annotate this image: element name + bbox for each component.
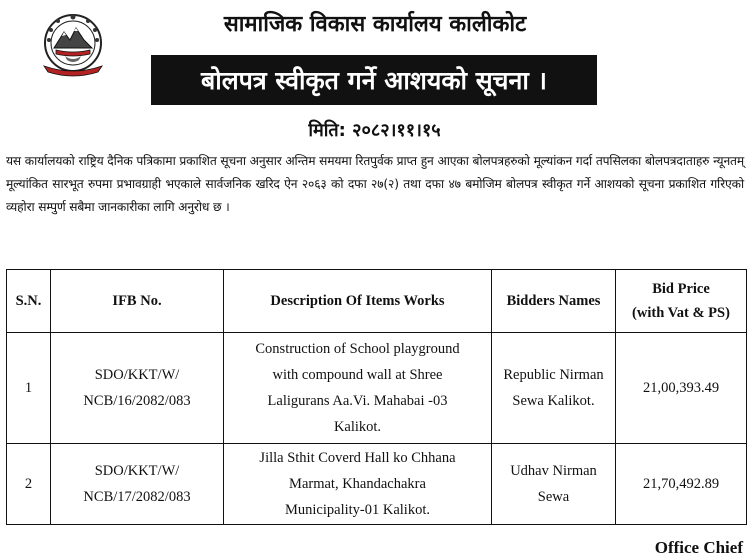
- notice-title-banner: [151, 55, 597, 105]
- description-line: Laligurans Aa.Vi. Mahabai -03: [267, 393, 448, 409]
- signatory-office-chief: Office Chief: [654, 538, 743, 557]
- ifb-line: SDO/KKT/W/: [94, 367, 180, 383]
- ifb-line: NCB/17/2082/083: [83, 489, 191, 505]
- description-line: Jilla Sthit Coverd Hall ko Chhana: [259, 450, 456, 466]
- notice-paragraph: यस कार्यालयको राष्ट्रिय दैनिक पत्रिकामा प्रकाशित सूचना अनुसार अन्तिम समयमा रितपुर्वक प्राप्त हुन आएका बोलपत्रहरुको मूल्यांकन गर्दा तपसिलका बोलपत्रदाताहरु न्यूनतम् मूल्यांकित सारभूत रुपमा प्रभावग्राही भएकाले सार्वजनिक खरिद ऐन २०६३ को दफा २७(२) तथा दफा ४७ बमोजिम बोलपत्र स्वीकृत गर्ने आशयको सूचना प्रकाशित गरिएको व्यहोरा सम्पुर्ण सबैमा जानकारीका लागि अनुरोध छ ।: [6, 154, 744, 214]
- bidder-line: Sewa Kalikot.: [512, 393, 595, 409]
- description-line: Municipality-01 Kalikot.: [285, 502, 430, 518]
- bidder-line: Udhav Nirman: [510, 463, 597, 479]
- bidder-line: Republic Nirman: [503, 367, 604, 383]
- ifb-line: NCB/16/2082/083: [83, 393, 191, 409]
- cell-ifb-no: [51, 444, 224, 525]
- table-row: [7, 444, 747, 525]
- header-bid-price-line2: (with Vat & PS): [632, 305, 730, 321]
- notice-title: बोलपत्र स्वीकृत गर्ने आशयको सूचना ।: [200, 66, 548, 95]
- header-description: Description Of Items Works: [224, 270, 492, 333]
- cell-sn: 2: [7, 444, 51, 525]
- cell-description: [224, 444, 492, 525]
- ifb-line: SDO/KKT/W/: [94, 463, 180, 479]
- header-sn: S.N.: [7, 270, 51, 333]
- header-ifb-no: IFB No.: [51, 270, 224, 333]
- description-line: Marmat, Khandachakra: [289, 476, 426, 492]
- cell-description: [224, 333, 492, 444]
- cell-ifb-no: [51, 333, 224, 444]
- cell-bidder-name: [492, 333, 616, 444]
- bidder-line: Sewa: [537, 489, 570, 505]
- header-bid-price: [616, 270, 747, 333]
- office-name: सामाजिक विकास कार्यालय कालीकोट: [223, 12, 527, 37]
- description-line: Construction of School playground: [255, 341, 460, 357]
- cell-bid-price: 21,00,393.49: [616, 333, 747, 444]
- header-bid-price-line1: Bid Price: [652, 281, 710, 297]
- government-emblem-icon: [38, 10, 108, 80]
- cell-bidder-name: [492, 444, 616, 525]
- cell-bid-price: 21,70,492.89: [616, 444, 747, 525]
- notice-date: मिति: २०८२।११।१५: [308, 120, 441, 141]
- header-bidders-names: Bidders Names: [492, 270, 616, 333]
- table-row: [7, 333, 747, 444]
- description-line: Kalikot.: [333, 419, 382, 435]
- description-line: with compound wall at Shree: [272, 367, 443, 383]
- bids-table: [6, 269, 747, 525]
- cell-sn: 1: [7, 333, 51, 444]
- table-header-row: [7, 270, 747, 333]
